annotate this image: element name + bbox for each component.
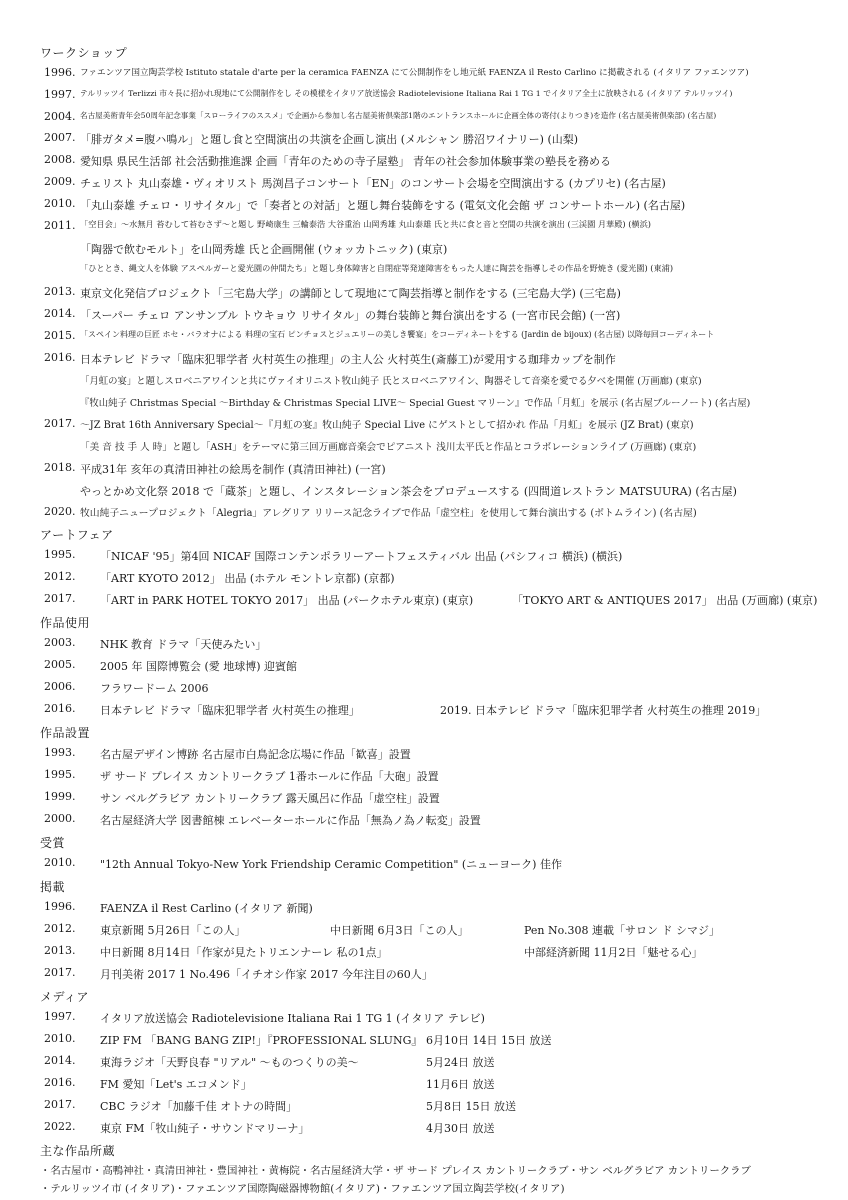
entry-text: 月刊美術 2017 1 No.496「イチオシ作家 2017 今年注目の60人」 — [100, 968, 433, 981]
entry-text: 平成31年 亥年の真清田神社の絵馬を制作 (真清田神社) (一宮) — [80, 463, 386, 476]
entry-text: 愛知県 県民生活部 社会活動推進課 企画「青年のための寺子屋塾」 青年の社会参加体験事業の塾長を務める — [80, 155, 611, 168]
entry-year: 1995. — [44, 768, 76, 781]
entry-year: 1993. — [44, 746, 76, 759]
entry-text: 東京文化発信プロジェクト「三宅島大学」の講師として現地にて陶芸指導と制作をする (三宅島大学) (三宅島) — [80, 287, 621, 300]
media-entry — [0, 1054, 848, 1076]
entry-text: ～JZ Brat 16th Anniversary Special～『月虹の宴』牧山純子 Special Live にゲストとして招かれ 作品「月虹」を展示 (JZ Brat) (東京) — [80, 420, 694, 431]
entry-year: 2017. — [44, 592, 76, 605]
installation-entry — [0, 768, 848, 790]
installation-entry — [0, 790, 848, 812]
publication-entry — [0, 922, 848, 944]
entry-text: 「美 音 技 手 人 時」と題し「ASH」をテーマに第三回万画廊音楽会でピアニスト 浅川太平氏と作品とコラボレーションライブ (万画廊) (東京) — [80, 442, 697, 453]
entry-year: 2010. — [44, 197, 76, 210]
entry-text: 東京新聞 5月26日「この人」 — [100, 924, 246, 937]
workshop-entry — [0, 175, 848, 197]
entry-year: 2015. — [44, 329, 76, 342]
entry-year: 2013. — [44, 285, 76, 298]
entry-text: NHK 教育 ドラマ「天使みたい」 — [100, 638, 267, 651]
entry-text: 牧山純子ニュープロジェクト「Alegria」アレグリア リリース記念ライブで作品「虚空柱」を使用して舞台演出する (ボトムライン) (名古屋) — [80, 508, 697, 519]
entry-text: イタリア放送協会 Radiotelevisione Italiana Rai 1 TG 1 (イタリア テレビ) — [100, 1012, 485, 1025]
entry-text: 「スペイン料理の巨匠 ホセ・バラオナによる 料理の宝石 ピンチョスとジュエリーの美しき饗宴」をコーディネートをする (Jardin de bijoux) (名古屋) 以降毎回コーディネート — [80, 330, 715, 339]
entry-text: 中日新聞 8月14日「作家が見たトリエンナーレ 私の1点」 — [100, 946, 388, 959]
artfair-entry — [0, 548, 848, 570]
section-heading-usage: 作品使用 — [40, 616, 91, 630]
workshop-entry — [0, 373, 848, 395]
workshop-entry — [0, 241, 848, 263]
entry-year: 2020. — [44, 505, 76, 518]
entry-text: "12th Annual Tokyo-New York Friendship Ceramic Competition" (ニューヨーク) 佳作 — [100, 858, 562, 871]
section-heading-collections: 主な作品所蔵 — [40, 1144, 116, 1158]
entry-text-secondary: 5月8日 15日 放送 — [426, 1100, 516, 1113]
entry-year: 2017. — [44, 966, 76, 979]
entry-year: 1997. — [44, 88, 76, 101]
entry-year: 2008. — [44, 153, 76, 166]
entry-text: 『牧山純子 Christmas Special ～Birthday & Christmas Special LIVE～ Special Guest マリーン』で作品「月虹」を展示 (名古屋ブルーノート) (名古屋) — [80, 398, 751, 409]
entry-text: テルリッツイ Terlizzi 市々長に招かれ現地にて公開制作をし その模様をイタリア放送協会 Radiotelevisione Italiana Rai 1 TG 1 でイタリア全土に放映される (イタリア テルリッツイ) — [80, 89, 733, 98]
entry-text: ファエンツア国立陶芸学校 Istituto statale d'arte per la ceramica FAENZA にて公開制作をし地元紙 FAENZA il Resto Carlino に掲載される (イタリア ファエンツア) — [80, 68, 749, 78]
entry-year: 1997. — [44, 1010, 76, 1023]
workshop-entry — [0, 197, 848, 219]
entry-text: 「月虹の宴」と題しスロベニアワインと共にヴァイオリニスト牧山純子 氏とスロベニアワイン、陶器そして音楽を愛でる夕べを開催 (万画廊) (東京) — [80, 376, 702, 387]
workshop-entry — [0, 285, 848, 307]
installation-entry — [0, 812, 848, 834]
collections-line: ・テルリッツイ市 (イタリア)・ファエンツア国際陶磁器博物館(イタリア)・ファエンツア国立陶芸学校(イタリア) — [40, 1183, 565, 1195]
entry-text: 「ART in PARK HOTEL TOKYO 2017」 出品 (パークホテル東京) (東京) — [100, 594, 474, 607]
section-heading-media: メディア — [40, 990, 90, 1004]
entry-text: FM 愛知「Let's エコメンド」 — [100, 1078, 252, 1091]
entry-year: 2016. — [44, 1076, 76, 1089]
entry-year: 2009. — [44, 175, 76, 188]
entry-year: 2005. — [44, 658, 76, 671]
workshop-entry — [0, 395, 848, 417]
entry-year: 2010. — [44, 1032, 76, 1045]
entry-text: CBC ラジオ「加藤千佳 オトナの時間」 — [100, 1100, 298, 1113]
usage-entry — [0, 702, 848, 724]
entry-text-secondary: 「TOKYO ART & ANTIQUES 2017」 出品 (万画廊) (東京) — [512, 594, 818, 607]
entry-text: 「スーパー チェロ アンサンブル トウキョウ リサイタル」の舞台装飾と舞台演出をする (一宮市民会館) (一宮) — [80, 309, 621, 322]
media-entry — [0, 1098, 848, 1120]
entry-text: 名古屋デザイン博跡 名古屋市白鳥記念広場に作品「歓喜」設置 — [100, 748, 411, 761]
entry-text: チェリスト 丸山泰雄・ヴィオリスト 馬渕昌子コンサート「EN」のコンサート会場を空間演出する (カプリセ) (名古屋) — [80, 177, 666, 190]
workshop-entry — [0, 461, 848, 483]
entry-text: フラワードーム 2006 — [100, 682, 209, 695]
entry-text: 日本テレビ ドラマ「臨床犯罪学者 火村英生の推理」 — [100, 704, 360, 717]
entry-year: 2010. — [44, 856, 76, 869]
entry-text-tertiary: Pen No.308 連載「サロン ド シマジ」 — [524, 924, 721, 937]
entry-year: 1999. — [44, 790, 76, 803]
publication-entry — [0, 900, 848, 922]
media-entry — [0, 1032, 848, 1054]
entry-text: 「空目会」～水無月 苔むして苔むさず～と題し 野崎康生 三輪泰浩 大谷重治 山岡秀雄 丸山泰雄 氏と共に食と音と空間の共演を演出 (三渓園 月華殿) (横浜) — [80, 219, 651, 229]
usage-entry — [0, 658, 848, 680]
workshop-entry — [0, 131, 848, 153]
entry-year: 2011. — [44, 219, 76, 232]
entry-year: 2016. — [44, 702, 76, 715]
entry-year: 2022. — [44, 1120, 76, 1133]
entry-year: 2012. — [44, 570, 76, 583]
entry-year: 2014. — [44, 307, 76, 320]
entry-year: 2018. — [44, 461, 76, 474]
entry-text: FAENZA il Rest Carlino (イタリア 新聞) — [100, 902, 313, 915]
entry-year: 2006. — [44, 680, 76, 693]
entry-year: 1995. — [44, 548, 76, 561]
workshop-entry — [0, 153, 848, 175]
usage-entry — [0, 680, 848, 702]
section-heading-installation: 作品設置 — [40, 726, 91, 740]
award-entry — [0, 856, 848, 878]
entry-year: 2013. — [44, 944, 76, 957]
workshop-entry — [0, 417, 848, 439]
entry-text-secondary: 11月6日 放送 — [426, 1078, 495, 1091]
entry-year: 2017. — [44, 417, 76, 430]
entry-text: サン ベルグラビア カントリークラブ 露天風呂に作品「虚空柱」設置 — [100, 792, 440, 805]
entry-year: 2007. — [44, 131, 76, 144]
entry-text-secondary: 4月30日 放送 — [426, 1122, 495, 1135]
section-heading-workshop: ワークショップ — [40, 46, 128, 60]
entry-text: やっとかめ文化祭 2018 で「蔵茶」と題し、インスタレーション茶会をプロデュースする (四間道レストラン MATSUURA) (名古屋) — [80, 485, 737, 498]
artfair-entry — [0, 592, 848, 614]
entry-year: 1996. — [44, 66, 76, 79]
workshop-entry — [0, 351, 848, 373]
entry-year: 2003. — [44, 636, 76, 649]
entry-text: ZIP FM 「BANG BANG ZIP!」『PROFESSIONAL SLUNG』 — [100, 1034, 423, 1047]
workshop-entry — [0, 307, 848, 329]
entry-year: 2012. — [44, 922, 76, 935]
entry-year: 2016. — [44, 351, 76, 364]
media-entry — [0, 1076, 848, 1098]
entry-text: 「腓ガタメ=腹ハ鳴ル」と題し食と空間演出の共演を企画し演出 (メルシャン 勝沼ワイナリー) (山梨) — [80, 133, 579, 146]
publication-entry — [0, 944, 848, 966]
entry-text: 「ひととき、縄文人を体験 アスペルガーと愛光園の仲間たち」と題し身体障害と自閉症等発達障害をもった人達に陶芸を指導しその作品を野焼き (愛光園) (東浦) — [80, 263, 674, 273]
entry-text: 名古屋美術青年会50周年記念事業「スローライフのススメ」で企画から参加し名古屋美術倶楽部1階のエントランスホールに企画全体の寄付(よりつき)を造作 (名古屋美術倶楽部) (名古屋) — [80, 111, 717, 120]
section-heading-award: 受賞 — [40, 836, 66, 850]
workshop-entry — [0, 66, 848, 88]
workshop-entry — [0, 505, 848, 527]
workshop-entry — [0, 110, 848, 132]
section-heading-artfair: アートフェア — [40, 528, 114, 542]
collections-line: ・名古屋市・高鴨神社・真清田神社・豊国神社・黄梅院・名古屋経済大学・ザ サード プレイス カントリークラブ・サン ベルグラビア カントリークラブ — [40, 1165, 751, 1177]
entry-text: 「陶器で飲むモルト」を山岡秀雄 氏と企画開催 (ウォッカトニック) (東京) — [80, 243, 448, 256]
entry-text-secondary: 5月24日 放送 — [426, 1056, 495, 1069]
entry-text: ザ サード プレイス カントリークラブ 1番ホールに作品「大砲」設置 — [100, 770, 439, 783]
workshop-entry — [0, 483, 848, 505]
publication-entry — [0, 966, 848, 988]
entry-text-secondary: 中日新聞 6月3日「この人」 — [330, 924, 469, 937]
entry-year: 2017. — [44, 1098, 76, 1111]
entry-year: 2000. — [44, 812, 76, 825]
entry-text-secondary: 2019. 日本テレビ ドラマ「臨床犯罪学者 火村英生の推理 2019」 — [440, 704, 767, 717]
entry-text: 日本テレビ ドラマ「臨床犯罪学者 火村英生の推理」の主人公 火村英生(斎藤工)が愛用する珈琲カップを制作 — [80, 353, 616, 366]
artfair-entry — [0, 570, 848, 592]
entry-text: 「ART KYOTO 2012」 出品 (ホテル モントレ京都) (京都) — [100, 572, 395, 585]
media-entry — [0, 1010, 848, 1032]
usage-entry — [0, 636, 848, 658]
entry-text: 2005 年 国際博覧会 (愛 地球博) 迎賓館 — [100, 660, 298, 673]
entry-text: 「丸山泰雄 チェロ・リサイタル」で「奏者との対話」と題し舞台装飾をする (電気文化会館 ザ コンサートホール) (名古屋) — [80, 199, 686, 212]
entry-text: 「NICAF '95」第4回 NICAF 国際コンテンポラリーアートフェスティバル 出品 (パシフィコ 横浜) (横浜) — [100, 550, 623, 563]
entry-text-secondary: 6月10日 14日 15日 放送 — [426, 1034, 552, 1047]
entry-year: 2004. — [44, 110, 76, 123]
entry-text: 東京 FM「牧山純子・サウンドマリーナ」 — [100, 1122, 310, 1135]
media-entry — [0, 1120, 848, 1142]
entry-text: 名古屋経済大学 図書館棟 エレベーターホールに作品「無為ノ為ノ転変」設置 — [100, 814, 481, 827]
entry-year: 2014. — [44, 1054, 76, 1067]
workshop-entry — [0, 329, 848, 351]
installation-entry — [0, 746, 848, 768]
entry-text: 東海ラジオ「天野良春 "リアル" ～ものつくりの美～ — [100, 1056, 359, 1069]
entry-text-secondary: 中部経済新聞 11月2日「魅せる心」 — [524, 946, 703, 959]
workshop-entry — [0, 439, 848, 461]
entry-year: 1996. — [44, 900, 76, 913]
workshop-entry — [0, 263, 848, 285]
section-heading-publication: 掲載 — [40, 880, 66, 894]
workshop-entry — [0, 88, 848, 110]
workshop-entry — [0, 219, 848, 241]
